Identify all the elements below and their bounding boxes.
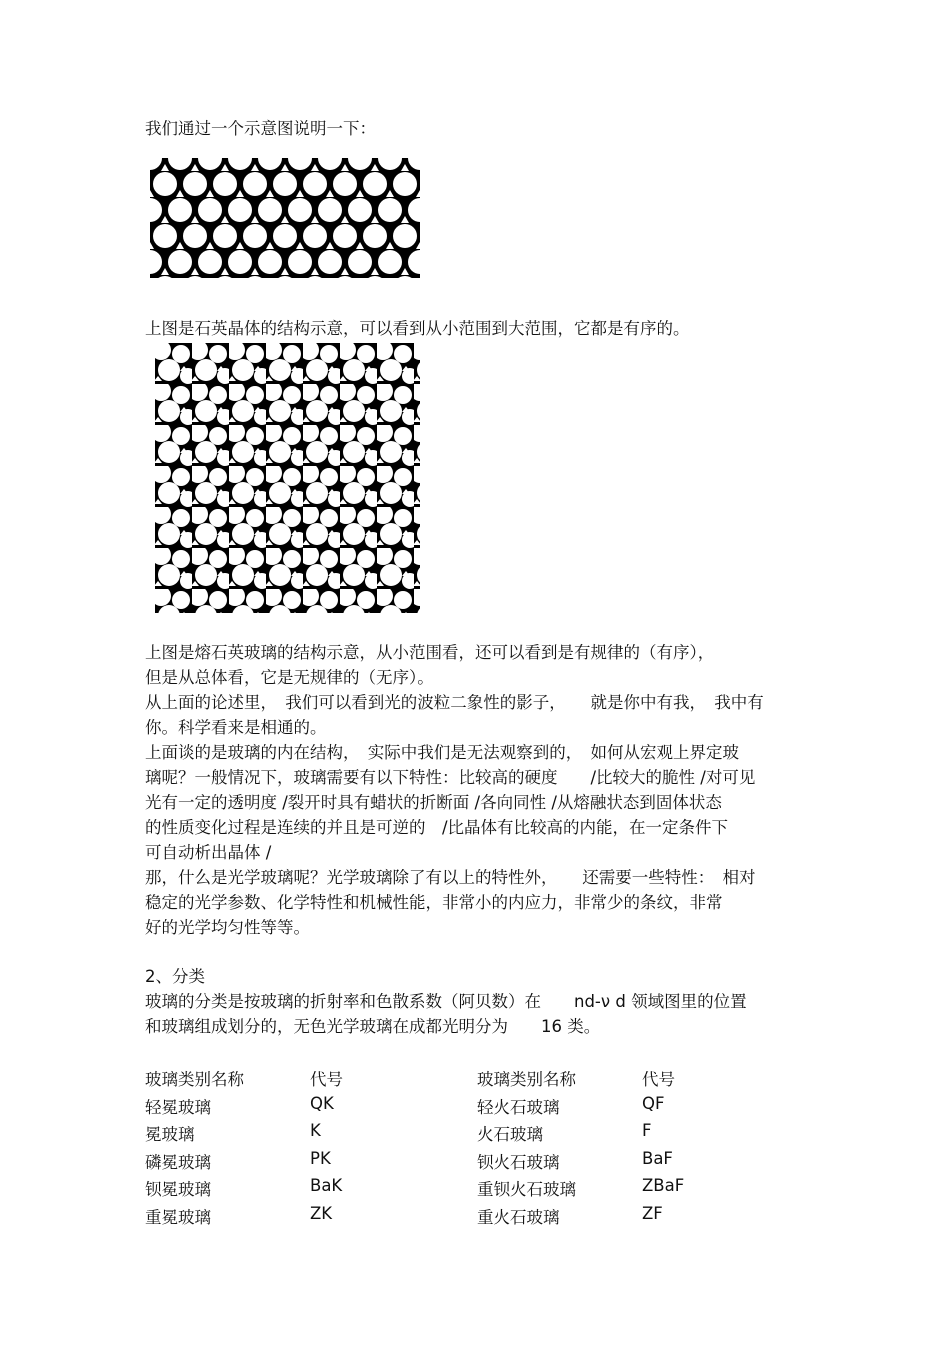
caption-crystal: 上图是石英晶体的结构示意，可以看到从小范围到大范围，它都是有序的。: [145, 319, 690, 338]
table-cell: ZK: [310, 1204, 333, 1223]
table-cell: 冕玻璃: [145, 1125, 195, 1144]
paragraph-line: 璃呢？一般情况下，玻璃需要有以下特性：比较高的硬度 /比较大的脆性 /对可见: [145, 768, 756, 787]
paragraph-line: 从上面的论述里， 我们可以看到光的波粒二象性的影子， 就是你中有我， 我中有: [145, 693, 764, 712]
table-row: [145, 1204, 745, 1228]
table-header-row: [145, 1066, 745, 1090]
table-row: [145, 1149, 745, 1173]
table-header-cell: 代号: [310, 1070, 343, 1089]
table-cell: QK: [310, 1094, 334, 1113]
table-cell: 重钡火石玻璃: [477, 1180, 576, 1199]
table-header-cell: 代号: [642, 1070, 675, 1089]
table-cell: 钡冕玻璃: [145, 1180, 211, 1199]
paragraph-line: 但是从总体看，它是无规律的（无序）。: [145, 668, 434, 687]
table-cell: 重火石玻璃: [477, 1208, 560, 1227]
table-cell: ZF: [642, 1204, 663, 1223]
table-header-cell: 玻璃类别名称: [145, 1070, 244, 1089]
table-cell: PK: [310, 1149, 331, 1168]
table-cell: QF: [642, 1094, 665, 1113]
table-cell: 轻火石玻璃: [477, 1098, 560, 1117]
table-cell: 火石玻璃: [477, 1125, 543, 1144]
paragraph-line: 那，什么是光学玻璃呢？光学玻璃除了有以上的特性外， 还需要一些特性： 相对: [145, 868, 756, 887]
table-cell: 轻冕玻璃: [145, 1098, 211, 1117]
table-cell: F: [642, 1121, 652, 1140]
table-row: [145, 1094, 745, 1118]
classification-line: 玻璃的分类是按玻璃的折射率和色散系数（阿贝数）在 nd-ν d 领域图里的位置: [145, 992, 747, 1011]
table-row: [145, 1176, 745, 1200]
section-heading: 2、分类: [145, 967, 205, 986]
table-cell: BaF: [642, 1149, 673, 1168]
paragraph-line: 你。科学看来是相通的。: [145, 718, 327, 737]
table-header-cell: 玻璃类别名称: [477, 1070, 576, 1089]
paragraph-line: 可自动析出晶体 /: [145, 843, 272, 862]
paragraph-line: 上图是熔石英玻璃的结构示意，从小范围看，还可以看到是有规律的（有序），: [145, 643, 715, 662]
paragraph-line: 光有一定的透明度 /裂开时具有蜡状的折断面 /各向同性 /从熔融状态到固体状态: [145, 793, 722, 812]
paragraph-line: 上面谈的是玻璃的内在结构， 实际中我们是无法观察到的， 如何从宏观上界定玻: [145, 743, 739, 762]
quartz-crystal-figure: [150, 158, 420, 278]
classification-line: 和玻璃组成划分的，无色光学玻璃在成都光明分为 16 类。: [145, 1017, 601, 1036]
table-cell: BaK: [310, 1176, 343, 1195]
fused-silica-glass-figure: [155, 343, 420, 613]
table-cell: ZBaF: [642, 1176, 685, 1195]
table-cell: 钡火石玻璃: [477, 1153, 560, 1172]
table-cell: 磷冕玻璃: [145, 1153, 211, 1172]
paragraph-line: 稳定的光学参数、化学特性和机械性能，非常小的内应力，非常少的条纹，非常: [145, 893, 723, 912]
intro-line: 我们通过一个示意图说明一下：: [145, 119, 376, 138]
table-cell: 重冕玻璃: [145, 1208, 211, 1227]
table-row: [145, 1121, 745, 1145]
paragraph-line: 好的光学均匀性等等。: [145, 918, 310, 937]
table-cell: K: [310, 1121, 321, 1140]
paragraph-line: 的性质变化过程是连续的并且是可逆的 /比晶体有比较高的内能，在一定条件下: [145, 818, 729, 837]
